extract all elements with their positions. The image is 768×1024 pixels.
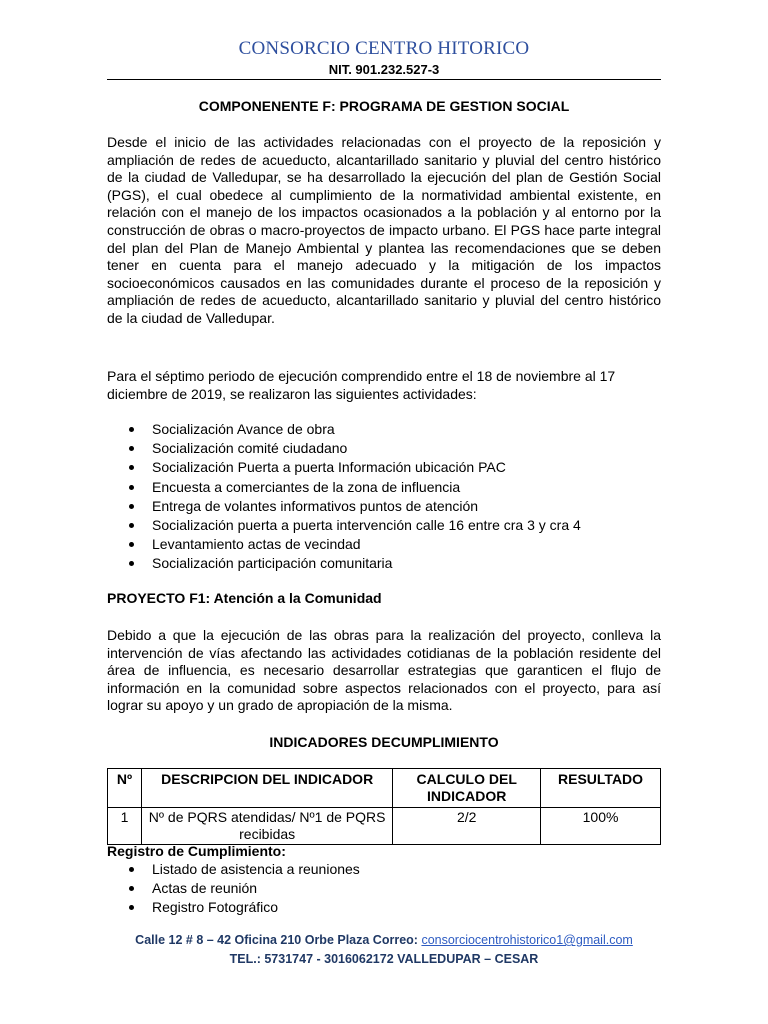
list-item <box>107 879 661 898</box>
bullet-icon <box>129 465 134 470</box>
footer-address <box>0 933 768 947</box>
list-item <box>107 516 661 535</box>
registro-title: Registro de Cumplimiento: <box>107 843 286 859</box>
project-title: PROYECTO F1: Atención a la Comunidad <box>107 590 382 606</box>
company-name: CONSORCIO CENTRO HITORICO <box>238 38 530 59</box>
list-item <box>107 554 661 573</box>
registro-label: Actas de reunión <box>152 880 258 897</box>
activity-label: Socialización participación comunitaria <box>152 555 393 572</box>
activities-list-container <box>107 420 661 574</box>
list-item <box>107 439 661 458</box>
registro-label: Registro Fotográfico <box>152 899 279 916</box>
project-paragraph: Debido a que la ejecución de las obras para la realización del proyecto, conlleva la intervención de vías afectando las actividades cotidianas de la población residente del área de influencia, es necesario desarrollar estrategias que garanticen el flujo de información en la comunidad sobre aspectos relacionados con el proyecto, para así lograr su apoyo y un grado de apropiación de la misma. <box>107 627 661 714</box>
registro-list <box>107 860 661 918</box>
intro-paragraph: Desde el inicio de las actividades relacionadas con el proyecto de la reposición y ampliación de redes de acueducto, alcantarillado sanitario y pluvial del centro histórico de la ciudad de Valledupar, se ha desarrollado la ejecución del plan de Gestión Social (PGS), el cual obedece al cumplimiento de la normatividad ambiental existente, en relación con el manejo de los impactos ocasionados a la población y al entorno por la construcción de obras o macro-proyectos de impacto urbano. El PGS hace parte integral del plan del Plan de Manejo Ambiental y plantea las recomendaciones que se deben tener en cuenta para el manejo adecuado y la mitigación de los impactos socioeconómicos causados en las comunidades durante el proceso de la reposición y ampliación de redes de acueducto, alcantarillado sanitario y pluvial del centro histórico de la ciudad de Valledupar. <box>107 134 661 326</box>
activity-label: Socialización puerta a puerta intervención calle 16 entre cra 3 y cra 4 <box>152 517 581 534</box>
indicators-title: INDICADORES DECUMPLIMIENTO <box>269 734 499 750</box>
bullet-icon <box>129 886 134 891</box>
list-item <box>107 497 661 516</box>
activities-list <box>107 420 661 574</box>
column-header: RESULTADO <box>541 769 661 808</box>
activity-label: Encuesta a comerciantes de la zona de influencia <box>152 478 461 495</box>
header-divider <box>107 79 661 80</box>
bullet-icon <box>129 561 134 566</box>
company-nit: NIT. 901.232.527-3 <box>328 62 440 77</box>
list-item <box>107 478 661 497</box>
column-header: DESCRIPCION DEL INDICADOR <box>141 769 392 808</box>
table-cell: 1 <box>108 808 142 845</box>
bullet-icon <box>129 867 134 872</box>
bullet-icon <box>129 427 134 432</box>
activity-label: Levantamiento actas de vecindad <box>152 536 361 553</box>
table-cell: 100% <box>541 808 661 845</box>
footer-email-link[interactable]: consorciocentrohistorico1@gmail.com <box>421 933 633 947</box>
period-paragraph: Para el séptimo periodo de ejecución comprendido entre el 18 de noviembre al 17 diciembre de 2019, se realizaron las siguientes actividades: <box>107 368 616 402</box>
table-header-row <box>108 769 661 808</box>
footer-phones: TEL.: 5731747 - 3016062172 VALLEDUPAR – CESAR <box>229 952 539 966</box>
registro-list-container <box>107 860 661 918</box>
column-header: Nº <box>108 769 142 808</box>
bullet-icon <box>129 446 134 451</box>
bullet-icon <box>129 523 134 528</box>
activity-label: Socialización Puerta a puerta Información ubicación PAC <box>152 459 506 476</box>
bullet-icon <box>129 504 134 509</box>
activity-label: Socialización Avance de obra <box>152 421 335 437</box>
component-title: COMPONENENTE F: PROGRAMA DE GESTION SOCIAL <box>198 98 570 114</box>
activity-label: Socialización comité ciudadano <box>152 440 348 457</box>
table-cell: Nº de PQRS atendidas/ Nº1 de PQRS recibidas <box>141 808 392 845</box>
list-item <box>107 898 661 917</box>
column-header: CALCULO DEL INDICADOR <box>393 769 541 808</box>
activity-label: Entrega de volantes informativos puntos de atención <box>152 497 479 514</box>
bullet-icon <box>129 485 134 490</box>
table-row <box>108 808 661 845</box>
list-item <box>107 860 661 879</box>
list-item <box>107 420 661 439</box>
bullet-icon <box>129 542 134 547</box>
table-cell: 2/2 <box>393 808 541 845</box>
bullet-icon <box>129 905 134 910</box>
footer-address-text: Calle 12 # 8 – 42 Oficina 210 Orbe Plaza Correo: <box>135 933 418 947</box>
list-item <box>107 458 661 477</box>
list-item <box>107 535 661 554</box>
registro-label: Listado de asistencia a reuniones <box>152 861 360 877</box>
indicators-table <box>107 768 661 845</box>
